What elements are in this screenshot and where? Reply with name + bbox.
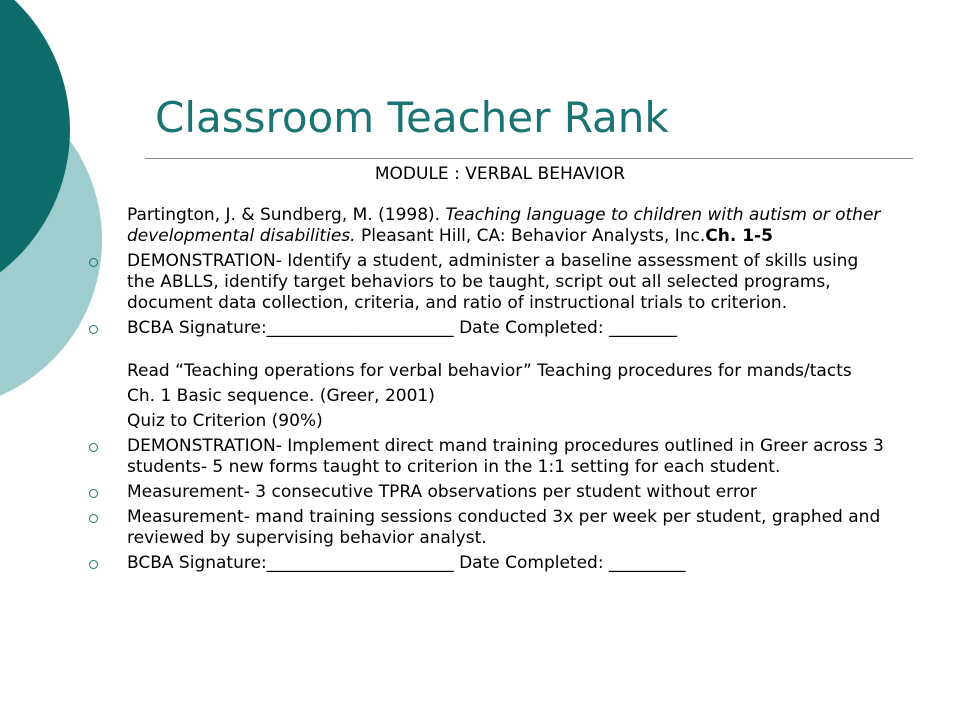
demonstration-baseline-text: DEMONSTRATION- Identify a student, administer a baseline assessment of skills using the ABLLS, identify target behaviors to be taught, script out all selected programs, document data collection, criteria, and ratio of instructional trials to criterion. <box>127 251 859 313</box>
demonstration-mand-training-text: DEMONSTRATION- Implement direct mand training procedures outlined in Greer across 3 students- 5 new forms taught to criterion in the 1:1 setting for each student. <box>127 436 884 477</box>
quiz-line: Quiz to Criterion (90%) <box>127 411 323 431</box>
title-divider <box>145 158 913 159</box>
hollow-circle-bullet-icon <box>89 489 98 498</box>
hollow-circle-bullet-icon <box>89 443 98 452</box>
signature-line-1-text: BCBA Signature:______________________ Date Completed: ________ <box>127 318 677 338</box>
hollow-circle-bullet-icon <box>89 514 98 523</box>
signature-line-2 <box>80 553 890 574</box>
measurement-sessions <box>80 507 890 549</box>
measurement-sessions-text: Measurement- mand training sessions conducted 3x per week per student, graphed and reviewed by supervising behavior analyst. <box>127 507 881 548</box>
citation-publisher: Pleasant Hill, CA: Behavior Analysts, Inc. <box>355 226 706 246</box>
reference-citation <box>80 205 890 247</box>
signature-line-1 <box>80 318 890 339</box>
signature-line-2-text: BCBA Signature:______________________ Date Completed: _________ <box>127 553 686 573</box>
hollow-circle-bullet-icon <box>89 560 98 569</box>
demonstration-baseline <box>80 251 890 314</box>
chapter-line: Ch. 1 Basic sequence. (Greer, 2001) <box>127 386 435 406</box>
reading-assignment: Read “Teaching operations for verbal behavior” Teaching procedures for mands/tacts <box>127 361 852 381</box>
slide-title: Classroom Teacher Rank <box>155 93 669 142</box>
measurement-tpra <box>80 482 890 503</box>
hollow-circle-bullet-icon <box>89 325 98 334</box>
citation-chapters: Ch. 1-5 <box>705 226 773 246</box>
hollow-circle-bullet-icon <box>89 258 98 267</box>
measurement-tpra-text: Measurement- 3 consecutive TPRA observations per student without error <box>127 482 757 502</box>
demonstration-mand-training <box>80 436 890 478</box>
module-heading: MODULE : VERBAL BEHAVIOR <box>374 164 626 184</box>
citation-book-title: Teaching language to children with autism or other developmental disabilities. <box>127 205 881 246</box>
slide-content <box>80 164 890 578</box>
citation-authors: Partington, J. & Sundberg, M. (1998). <box>127 205 446 225</box>
